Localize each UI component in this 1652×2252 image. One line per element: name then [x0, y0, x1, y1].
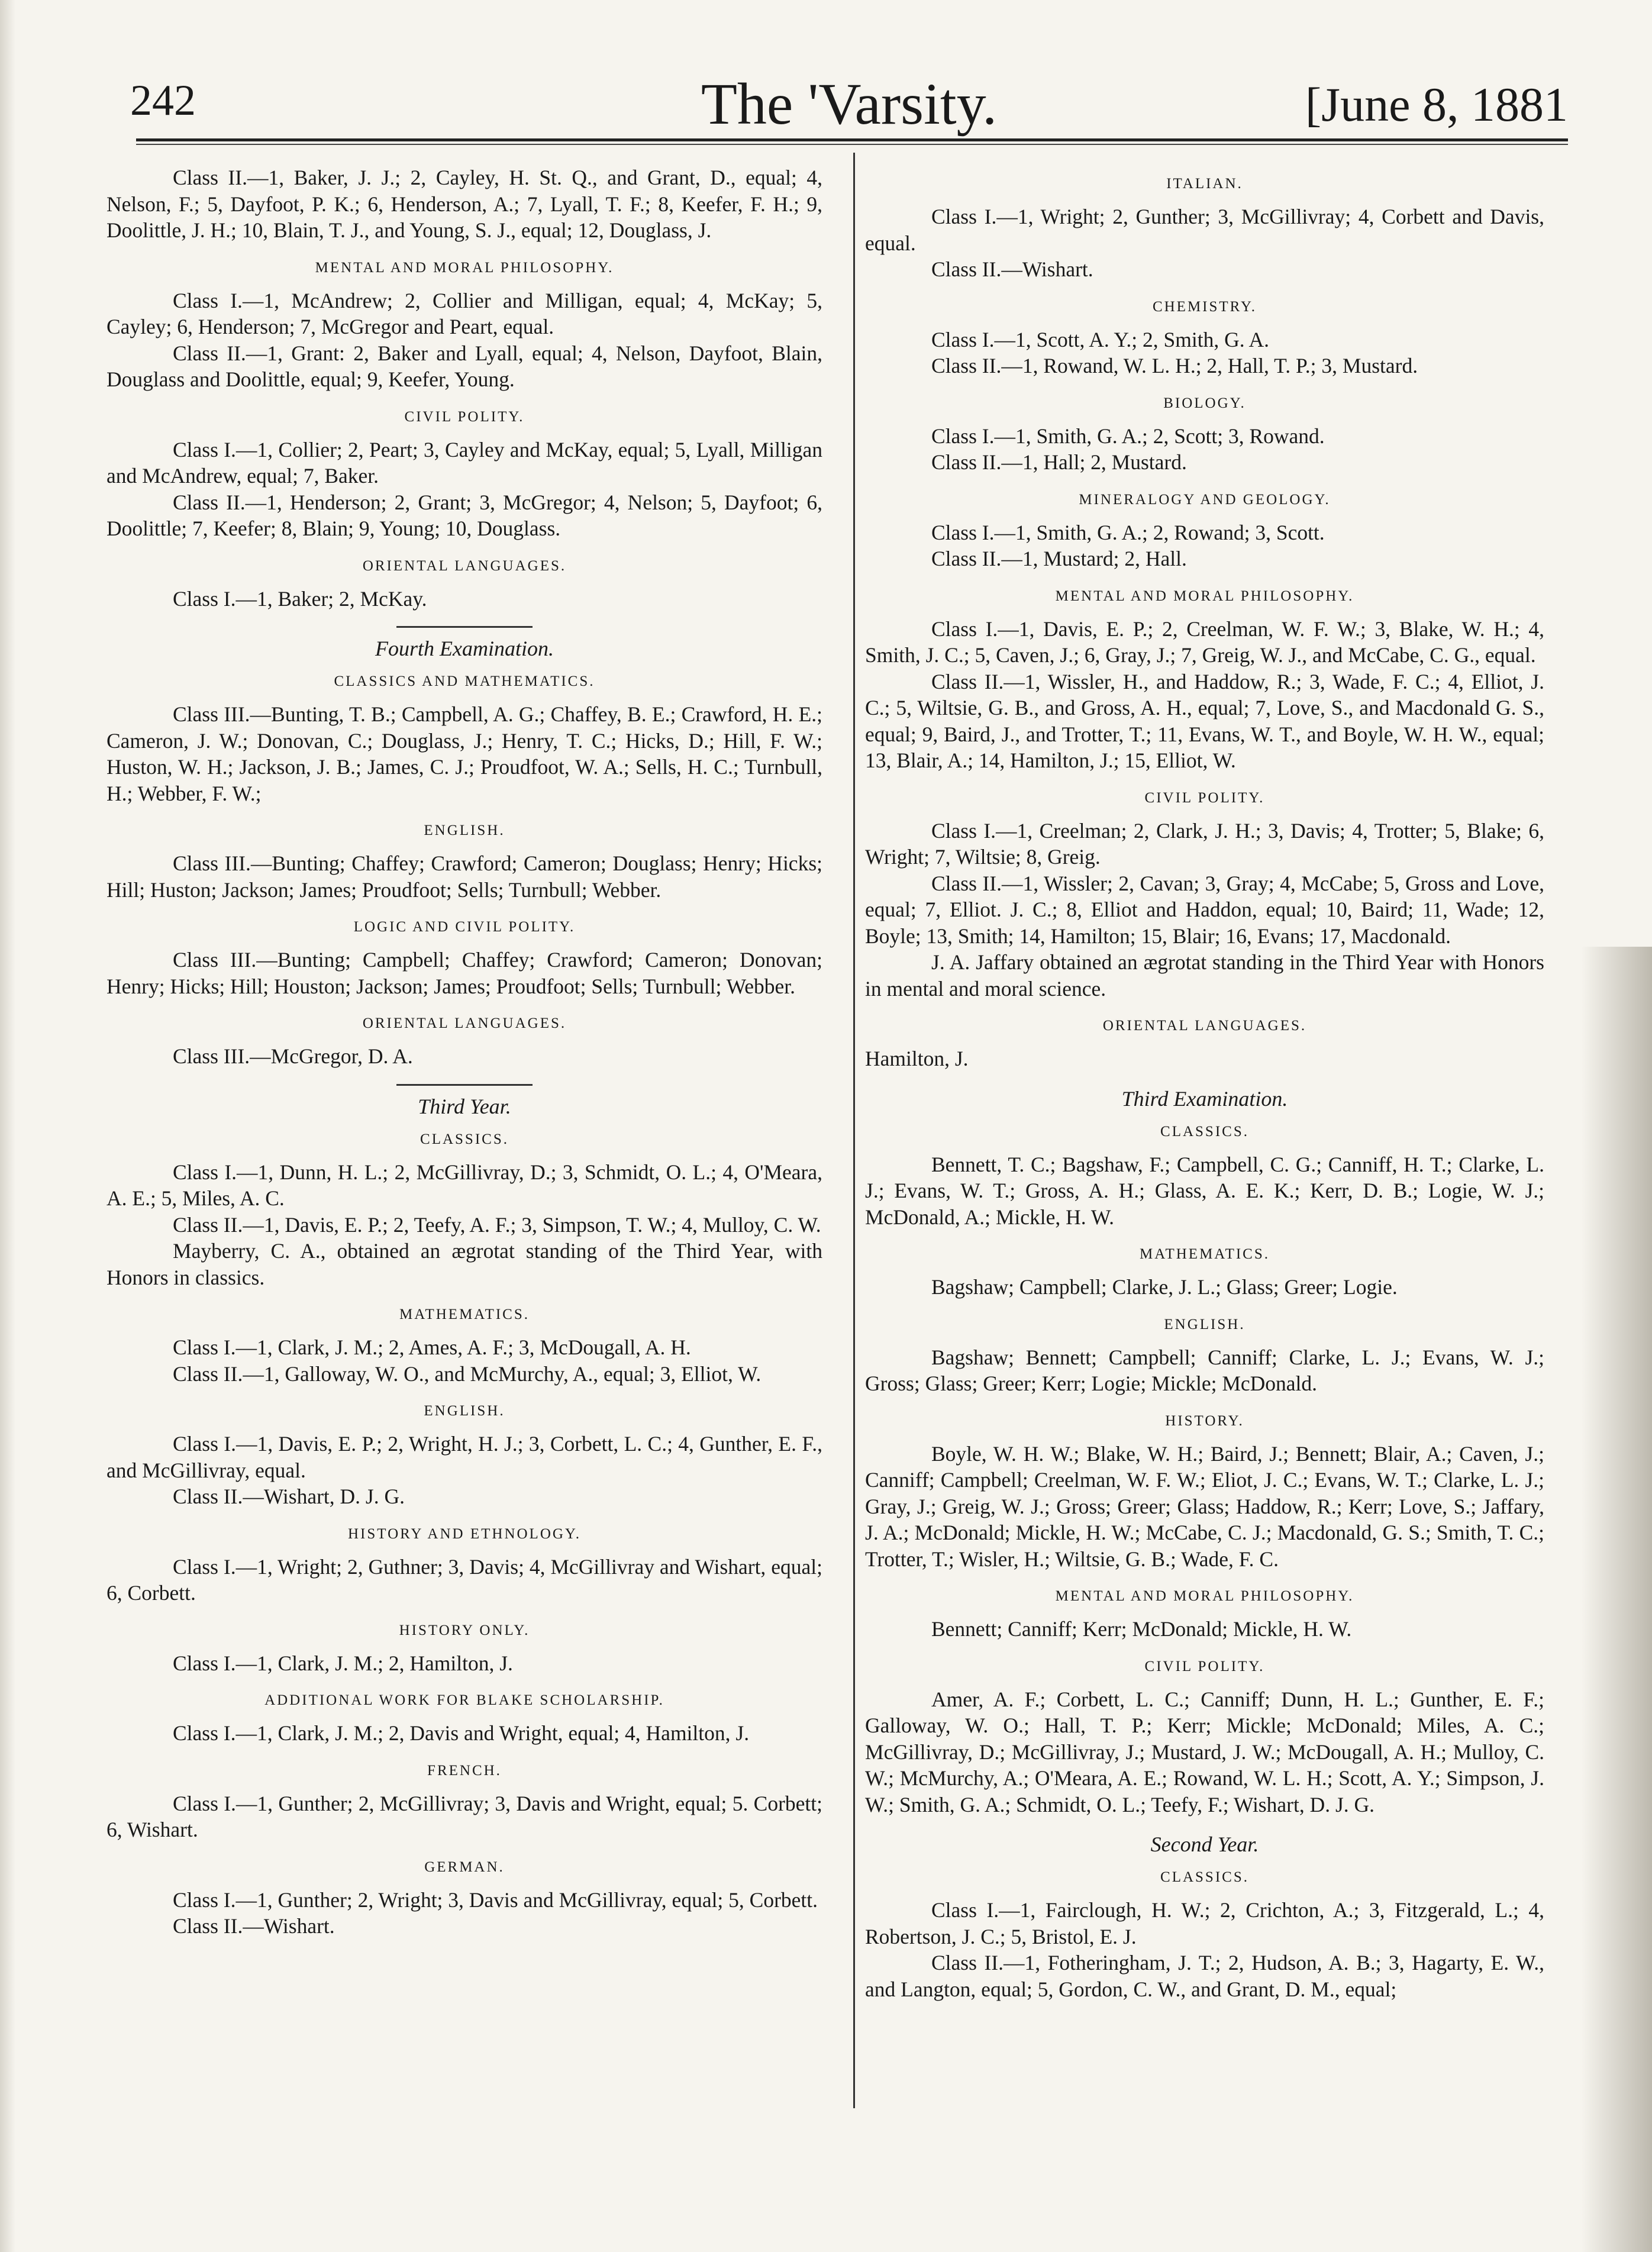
result-paragraph: Class I.—1, Clark, J. M.; 2, Hamilton, J. [173, 1651, 513, 1675]
result-paragraph: Class II.—Wishart, D. J. G. [173, 1485, 405, 1508]
results-section [107, 1689, 822, 1747]
result-paragraph: Class II.—1, Wissler; 2, Cavan; 3, Gray; 4, McCabe; 5, Gross and Love, equal; 7, Elliot. J. C.; 8, Elliot and Haddon, equal; 10, Baird; 11, Wade; 12, Boyle; 13, Smith; 14, Hamilton; 15, Blair; 16, Evans; 17, Macdonald. [865, 871, 1544, 948]
left-column [107, 164, 822, 1953]
result-paragraph: J. A. Jaffary obtained an ægrotat standing in the Third Year with Honors in mental and moral science. [865, 950, 1544, 1001]
results-section [865, 1831, 1544, 2002]
result-paragraph: Bennett, T. C.; Bagshaw, F.; Campbell, C. G.; Canniff, H. T.; Clarke, L. J.; Evans, W. T.; Gross, A. H.; Glass, A. E. K.; Kerr, D. B.; Logie, W. J.; McDonald, A.; Mickle, H. W. [865, 1152, 1544, 1229]
section-heading: ORIENTAL LANGUAGES. [362, 1015, 567, 1031]
examination-title: Third Examination. [1121, 1086, 1288, 1111]
section-heading: MINERALOGY AND GEOLOGY. [1079, 491, 1331, 508]
examination-title: Third Year. [418, 1094, 511, 1118]
section-heading: ORIENTAL LANGUAGES. [362, 557, 567, 574]
section-heading: CLASSICS. [1160, 1123, 1249, 1140]
section-heading: HISTORY. [1165, 1412, 1244, 1429]
result-paragraph: Class II.—1, Grant: 2, Baker and Lyall, equal; 4, Nelson, Dayfoot, Blain, Douglass and Doolittle, equal; 9, Keefer, Young. [107, 341, 822, 391]
section-heading: HISTORY ONLY. [399, 1622, 530, 1638]
results-section [107, 820, 822, 903]
result-paragraph: Class II.—1, Galloway, W. O., and McMurchy, A., equal; 3, Elliot, W. [173, 1361, 762, 1386]
result-paragraph: Class I.—1, Davis, E. P.; 2, Creelman, W. F. W.; 3, Blake, W. H.; 4, Smith, J. C.; 5, Caven, J.; 6, Gray, J.; 7, Greig, W. J., and McCabe, C. G., equal. [865, 617, 1544, 667]
result-paragraph: Class II.—1, Hall; 2, Mustard. [931, 450, 1187, 474]
results-section [865, 1314, 1544, 1397]
result-paragraph: Class II.—1, Fotheringham, J. T.; 2, Hudson, A. B.; 3, Hagarty, E. W., and Langton, equal; 5, Gordon, C. W., and Grant, D. M., equal; [865, 1951, 1544, 2001]
results-section [865, 787, 1544, 1002]
results-section [865, 1410, 1544, 1573]
right-column [865, 164, 1544, 2015]
page-edge-shadow [1581, 947, 1652, 2252]
result-paragraph: Class III.—Bunting, T. B.; Campbell, A. G.; Chaffey, B. E.; Crawford, H. E.; Cameron, J. W.; Donovan, C.; Douglass, J.; Henry, T. C.; Hicks, D.; Hill, F. W.; Huston, W. H.; Jackson, J. B.; James, C. J.; Proudfoot, W. A.; Sells, H. C.; Turnbull, H.; Webber, F. W.; [107, 702, 822, 805]
section-heading: ENGLISH. [1164, 1316, 1246, 1333]
result-paragraph: Class I.—1, Smith, G. A.; 2, Scott; 3, Rowand. [931, 424, 1325, 448]
issue-date: [June 8, 1881 [1305, 78, 1568, 131]
results-section [107, 164, 822, 244]
results-section [865, 392, 1544, 476]
results-section [107, 1093, 822, 1291]
result-paragraph: Bagshaw; Campbell; Clarke, J. L.; Glass; Greer; Logie. [931, 1275, 1398, 1299]
result-paragraph: Class I.—1, McAndrew; 2, Collier and Milligan, equal; 4, McKay; 5, Cayley; 6, Henderson; 7, McGregor and Peart, equal. [107, 288, 822, 338]
result-paragraph: Class I.—1, Scott, A. Y.; 2, Smith, G. A. [931, 327, 1270, 351]
results-section [107, 1523, 822, 1606]
section-heading: CLASSICS AND MATHEMATICS. [334, 673, 595, 689]
section-heading: CIVIL POLITY. [1144, 789, 1265, 806]
result-paragraph: Class I.—1, Clark, J. M.; 2, Ames, A. F.; 3, McDougall, A. H. [173, 1335, 691, 1359]
results-section [865, 1243, 1544, 1301]
newspaper-title: The 'Varsity. [701, 71, 998, 137]
section-heading: LOGIC AND CIVIL POLITY. [353, 919, 576, 935]
result-paragraph: Class II.—1, Henderson; 2, Grant; 3, McGregor; 4, Nelson; 5, Dayfoot; 6, Doolittle; 7, Keefer; 8, Blain; 9, Young; 10, Douglass. [107, 490, 822, 540]
result-paragraph: Class I.—1, Dunn, H. L.; 2, McGillivray, D.; 3, Schmidt, O. L.; 4, O'Meara, A. E.; 5, Miles, A. C. [107, 1160, 822, 1210]
result-paragraph: Class III.—Bunting; Chaffey; Crawford; Cameron; Douglass; Henry; Hicks; Hill; Huston; Jackson; James; Proudfoot; Sells; Turnbull; Webber. [107, 851, 822, 902]
result-paragraph: Class I.—1, Gunther; 2, McGillivray; 3, Davis and Wright, equal; 5. Corbett; 6, Wishart. [107, 1791, 822, 1841]
masthead [130, 70, 1568, 141]
results-section [107, 635, 822, 806]
section-heading: MENTAL AND MORAL PHILOSOPHY. [1055, 1588, 1354, 1604]
header-rule [136, 144, 1568, 145]
results-section [107, 1012, 822, 1070]
section-heading: HISTORY AND ETHNOLOGY. [347, 1525, 582, 1542]
results-section [107, 555, 822, 612]
section-heading: MENTAL AND MORAL PHILOSOPHY. [315, 259, 614, 276]
result-paragraph: Class I.—1, Davis, E. P.; 2, Wright, H. J.; 3, Corbett, L. C.; 4, Gunther, E. F., and McGillivray, equal. [107, 1432, 822, 1482]
result-paragraph: Class II.—1, Mustard; 2, Hall. [931, 547, 1187, 570]
section-heading: CLASSICS. [1160, 1869, 1249, 1885]
section-heading: CHEMISTRY. [1152, 298, 1257, 315]
results-section [865, 1656, 1544, 1818]
result-paragraph: Class I.—1, Wright; 2, Gunther; 3, McGillivray; 4, Corbett and Davis, equal. [865, 205, 1544, 255]
result-paragraph: Class I.—1, Smith, G. A.; 2, Rowand; 3, Scott. [931, 520, 1325, 544]
section-heading: ADDITIONAL WORK FOR BLAKE SCHOLARSHIP. [264, 1692, 664, 1708]
result-paragraph: Amer, A. F.; Corbett, L. C.; Canniff; Dunn, H. L.; Gunther, E. F.; Galloway, W. O.; Hall, T. P.; Kerr; Mickle; McDonald; Miles, A. C.; McGillivray, D.; McGillivray, J.; Mustard, J. W.; McDougall, A. H.; Mulloy, C. W.; McMurchy, A.; O'Meara, A. E.; Rowand, W. L. H.; Scott, A. Y.; Simpson, J. W.; Smith, G. A.; Schmidt, O. L.; Teefy, F.; Wishart, D. J. G. [865, 1687, 1544, 1817]
result-paragraph: Class III.—Bunting; Campbell; Chaffey; Crawford; Cameron; Donovan; Henry; Hicks; Hill; Houston; Jackson; James; Proudfoot; Sells; Turnbull; Webber. [107, 948, 822, 998]
result-paragraph: Hamilton, J. [865, 1047, 969, 1070]
page-edge-shadow [0, 0, 15, 2252]
result-paragraph: Class II.—1, Baker, J. J.; 2, Cayley, H. St. Q., and Grant, D., equal; 4, Nelson, F.; 5, Dayfoot, P. K.; 6, Henderson, A.; 7, Lyall, T. F.; 8, Keefer, F. H.; 9, Doolittle, J. H.; 10, Blain, T. J., and Young, S. J., equal; 12, Douglass, J. [107, 166, 822, 242]
section-heading: MATHEMATICS. [1139, 1246, 1270, 1262]
results-section [865, 1585, 1544, 1643]
result-paragraph: Mayberry, C. A., obtained an ægrotat standing of the Third Year, with Honors in classics. [107, 1239, 822, 1289]
result-paragraph: Class I.—1, Gunther; 2, Wright; 3, Davis and McGillivray, equal; 5, Corbett. [173, 1888, 818, 1912]
examination-title: Second Year. [1150, 1832, 1259, 1856]
result-paragraph: Class II.—Wishart. [931, 257, 1093, 281]
results-section [865, 296, 1544, 379]
results-section [107, 1400, 822, 1510]
result-paragraph: Class II.—1, Rowand, W. L. H.; 2, Hall, T. P.; 3, Mustard. [931, 354, 1418, 378]
result-paragraph: Class I.—1, Baker; 2, McKay. [173, 586, 427, 611]
results-section [107, 1760, 822, 1843]
result-paragraph: Class II.—1, Davis, E. P.; 2, Teefy, A. F.; 3, Simpson, T. W.; 4, Mulloy, C. W. [173, 1212, 821, 1237]
result-paragraph: Class III.—McGregor, D. A. [173, 1044, 413, 1068]
results-section [107, 1856, 822, 1940]
result-paragraph: Class I.—1, Collier; 2, Peart; 3, Cayley and McKay, equal; 5, Lyall, Milligan and McAndrew, equal; 7, Baker. [107, 437, 822, 488]
section-heading: FRENCH. [427, 1762, 502, 1779]
section-heading: ENGLISH. [424, 1403, 505, 1419]
results-section [107, 406, 822, 542]
results-section [865, 1085, 1544, 1231]
result-paragraph: Class I.—1, Wright; 2, Guthner; 3, Davis; 4, McGillivray and Wishart, equal; 6, Corbett. [107, 1554, 822, 1605]
result-paragraph: Class I.—1, Creelman; 2, Clark, J. H.; 3, Davis; 4, Trotter; 5, Blake; 6, Wright; 7, Wiltsie; 8, Greig. [865, 818, 1544, 869]
result-paragraph: Class II.—1, Wissler, H., and Haddow, R.; 3, Wade, F. C.; 4, Elliot, J. C.; 5, Wiltsie, G. B., and Gross, A. H., equal; 7, Love, S., and Macdonald G. S., equal; 9, Baird, J., and Trotter, T.; 11, Evans, W. T., and Boyle, W. H. W., equal; 13, Blair, A.; 14, Hamilton, J.; 15, Elliot, W. [865, 669, 1544, 772]
examination-title: Fourth Examination. [375, 637, 554, 660]
results-section [865, 585, 1544, 774]
page-number: 242 [130, 76, 196, 125]
results-section [107, 1619, 822, 1677]
section-heading: MATHEMATICS. [399, 1306, 530, 1322]
results-section [865, 1015, 1544, 1072]
section-heading: CIVIL POLITY. [1144, 1658, 1265, 1675]
result-paragraph: Boyle, W. H. W.; Blake, W. H.; Baird, J.; Bennett; Blair, A.; Caven, J.; Canniff; Campbell; Creelman, W. F. W.; Eliot, J. C.; Evans, W. T.; Clarke, L. J.; Gray, J.; Greig, W. J.; Gross; Greer; Glass; Haddow, R.; Kerr; Love, S.; Jaffary, J. A.; McDonald; Mickle, H. W.; McCabe, C. J.; Macdonald, G. S.; Smith, T. C.; Trotter, T.; Wisler, H.; Wiltsie, G. B.; Wade, F. C. [865, 1441, 1544, 1571]
results-section [107, 1304, 822, 1387]
section-heading: BIOLOGY. [1163, 395, 1246, 411]
section-heading: ITALIAN. [1166, 176, 1243, 192]
section-heading: ENGLISH. [424, 822, 505, 838]
results-section [107, 916, 822, 999]
section-rule [396, 626, 533, 628]
section-heading: CLASSICS. [420, 1131, 509, 1147]
result-paragraph: Bagshaw; Bennett; Campbell; Canniff; Clarke, L. J.; Evans, W. J.; Gross; Glass; Greer; Kerr; Logie; Mickle; McDonald. [865, 1345, 1544, 1395]
section-heading: ORIENTAL LANGUAGES. [1102, 1018, 1307, 1034]
results-section [107, 257, 822, 393]
section-heading: MENTAL AND MORAL PHILOSOPHY. [1055, 588, 1354, 604]
section-heading: GERMAN. [424, 1859, 505, 1875]
column-divider [853, 153, 855, 2108]
section-rule [396, 1084, 533, 1086]
result-paragraph: Class I.—1, Clark, J. M.; 2, Davis and Wright, equal; 4, Hamilton, J. [173, 1721, 750, 1745]
results-section [865, 173, 1544, 283]
section-heading: CIVIL POLITY. [404, 408, 525, 425]
header-rule [136, 138, 1568, 141]
results-section [865, 489, 1544, 572]
result-paragraph: Bennett; Canniff; Kerr; McDonald; Mickle, H. W. [931, 1617, 1352, 1641]
result-paragraph: Class II.—Wishart. [173, 1914, 335, 1938]
result-paragraph: Class I.—1, Fairclough, H. W.; 2, Crichton, A.; 3, Fitzgerald, L.; 4, Robertson, J. C.; 5, Bristol, E. J. [865, 1898, 1544, 1948]
